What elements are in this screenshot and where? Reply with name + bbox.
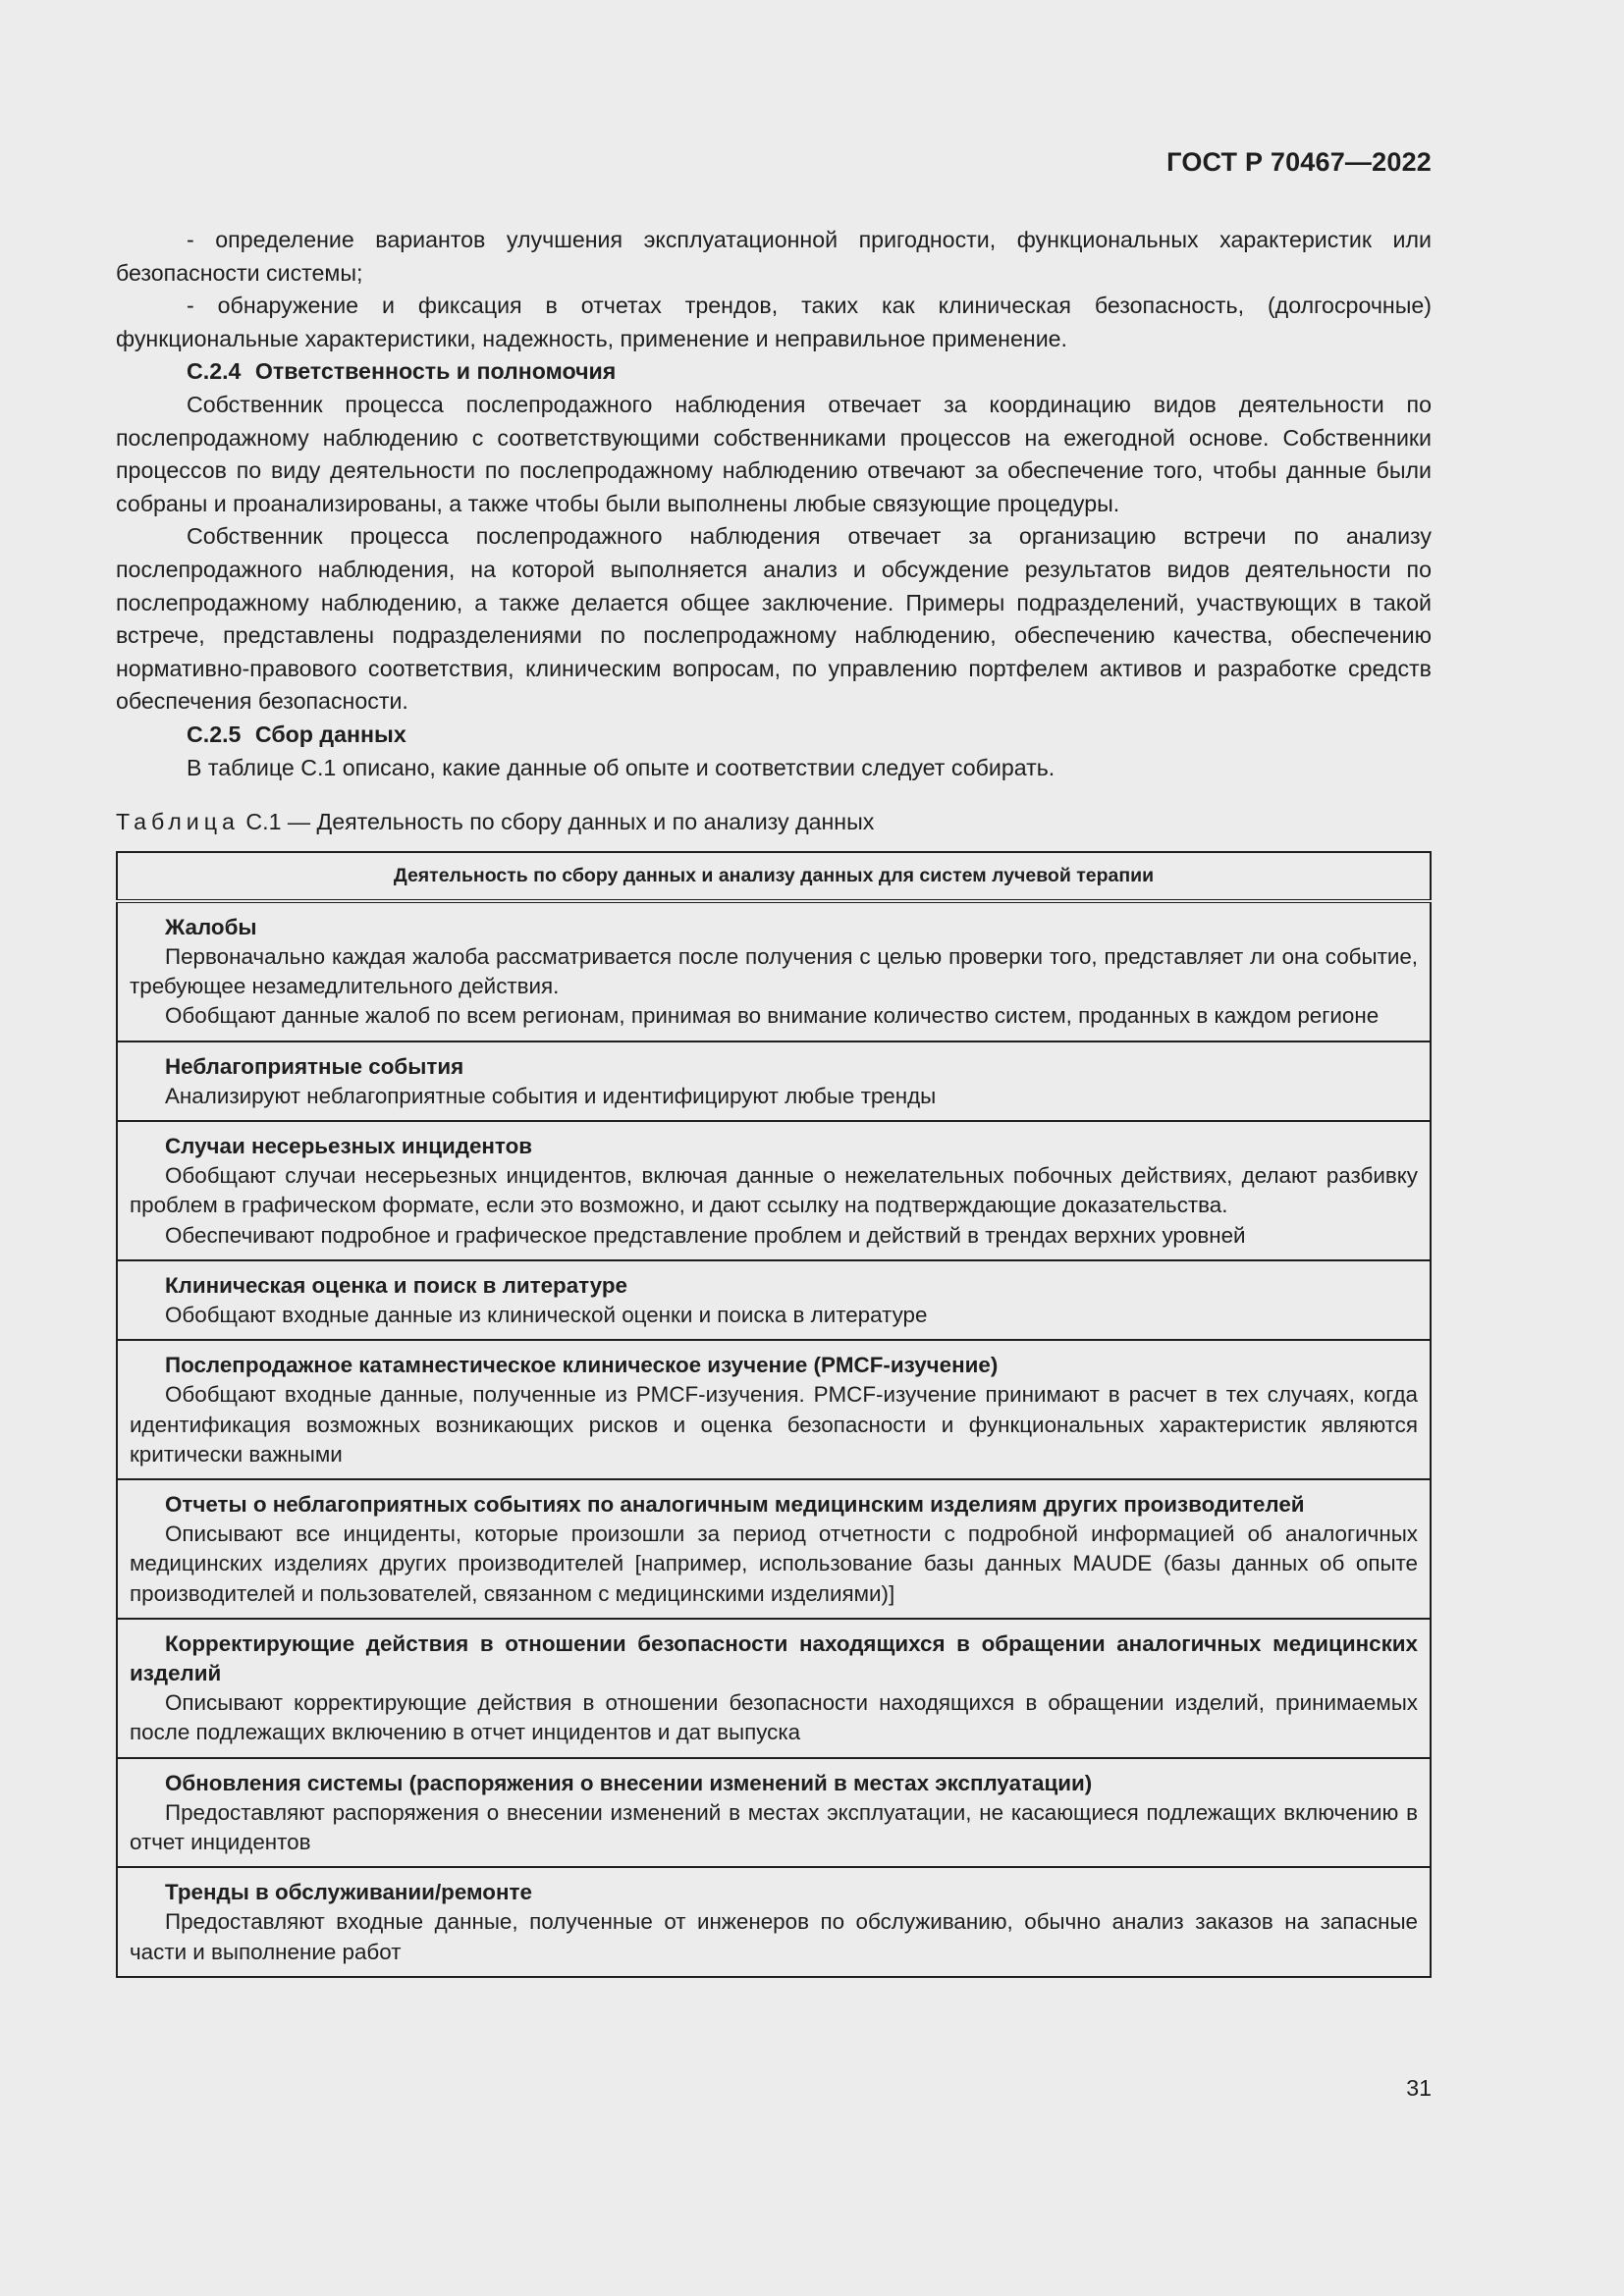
table-caption-label: Таблица: [116, 809, 240, 835]
table-cell: [117, 1121, 1431, 1260]
row-paragraph: Обобщают входные данные, полученные из PMCF-изучения. PMCF-изучение принимают в расчет в тех случаях, когда идентификация возможных возникающих рисков и оценка безопасности и функциональных характеристик являются критически важными: [130, 1382, 1418, 1467]
table-row: [117, 1340, 1431, 1479]
table-cell: [117, 1260, 1431, 1340]
row-paragraph: Описывают все инциденты, которые произошли за период отчетности с подробной информацией об аналогичных медицинских изделиях других производителей [например, использование базы данных MAUDE (базы данных об опыте производителей и пользователей, связанном с медицинскими изделиями)]: [130, 1522, 1418, 1606]
row-paragraph: Обобщают случаи несерьезных инцидентов, включая данные о нежелательных побочных действиях, делают разбивку проблем в графическом формате, если это возможно, и дают ссылку на подтверждающие доказательства.: [130, 1163, 1418, 1218]
bullet-paragraph: - определение вариантов улучшения эксплуатационной пригодности, функциональных характеристик или безопасности системы;: [116, 227, 1432, 286]
table-cell: [117, 1619, 1431, 1758]
section-number: С.2.4: [187, 358, 242, 385]
table-row: [117, 1619, 1431, 1758]
body-paragraph: В таблице С.1 описано, какие данные об опыте и соответствии следует собирать.: [187, 754, 1056, 780]
section-title: Сбор данных: [254, 721, 406, 747]
row-title: Тренды в обслуживании/ремонте: [165, 1880, 532, 1905]
row-title: Корректирующие действия в отношении безопасности находящихся в обращении аналогичных медицинских изделий: [130, 1630, 1418, 1685]
row-title: Обновления системы (распоряжения о внесении изменений в местах эксплуатации): [165, 1770, 1093, 1795]
row-paragraph: Обобщают входные данные из клинической оценки и поиска в литературе: [165, 1302, 928, 1327]
row-paragraph: Первоначально каждая жалоба рассматривается после получения с целью проверки того, представляет ли она событие, требующее незамедлительного действия.: [130, 943, 1418, 999]
document-code-header: ГОСТ Р 70467—2022: [1166, 147, 1432, 177]
table-row: [117, 1121, 1431, 1260]
row-title: Случаи несерьезных инцидентов: [165, 1133, 533, 1158]
table-row: [117, 1260, 1431, 1340]
table-row: [117, 1867, 1431, 1977]
table-row: [117, 1758, 1431, 1868]
section-title: Ответственность и полномочия: [254, 358, 617, 385]
row-paragraph: Предоставляют входные данные, полученные от инженеров по обслуживанию, обычно анализ заказов на запасные части и выполнение работ: [130, 1909, 1418, 1964]
row-paragraph: Обобщают данные жалоб по всем регионам, принимая во внимание количество систем, проданных в каждом регионе: [165, 1003, 1380, 1029]
row-paragraph: Анализируют неблагоприятные события и идентифицируют любые тренды: [165, 1083, 937, 1108]
bullet-paragraph: - обнаружение и фиксация в отчетах трендов, таких как клиническая безопасность, (долгосрочные) функциональные характеристики, надежность, применение и неправильное применение.: [116, 293, 1432, 351]
table-caption: [116, 806, 1432, 839]
table-body: [117, 901, 1431, 1977]
table-row: [117, 1041, 1431, 1121]
page-number: 31: [1406, 2075, 1432, 2101]
table-cell: [117, 1340, 1431, 1479]
row-title: Клиническая оценка и поиск в литературе: [165, 1272, 627, 1298]
table-cell: [117, 1867, 1431, 1977]
page-content: [116, 224, 1432, 1978]
table-caption-text: С.1 — Деятельность по сбору данных и по анализу данных: [245, 809, 875, 835]
section-heading-c25: [116, 719, 1432, 752]
row-title: Послепродажное катамнестическое клиническое изучение (PMCF-изучение): [165, 1353, 999, 1378]
table-header-cell: Деятельность по сбору данных и анализу данных для систем лучевой терапии: [117, 852, 1431, 901]
row-paragraph: Обеспечивают подробное и графическое представление проблем и действий в трендах верхних уровней: [165, 1222, 1246, 1248]
data-collection-table: [116, 851, 1432, 1978]
table-header-row: [117, 852, 1431, 901]
row-title: Неблагоприятные события: [165, 1053, 464, 1079]
body-paragraph: Собственник процесса послепродажного наблюдения отвечает за координацию видов деятельности по послепродажному наблюдению с соответствующими собственниками процессов на ежегодной основе. Собственники процессов по виду деятельности по послепродажному наблюдению отвечают за обеспечение того, чтобы данные были собраны и проанализированы, а также чтобы были выполнены любые связующие процедуры.: [116, 391, 1432, 516]
table-cell: [117, 1041, 1431, 1121]
section-number: С.2.5: [187, 721, 242, 747]
table-row: [117, 901, 1431, 1041]
row-title: Жалобы: [165, 914, 257, 939]
table-row: [117, 1479, 1431, 1619]
row-paragraph: Предоставляют распоряжения о внесении изменений в местах эксплуатации, не касающиеся подлежащих включению в отчет инцидентов: [130, 1799, 1418, 1854]
table-cell: [117, 1479, 1431, 1619]
row-paragraph: Описывают корректирующие действия в отношении безопасности находящихся в обращении изделий, принимаемых после подлежащих включению в отчет инцидентов и дат выпуска: [130, 1690, 1418, 1745]
table-cell: [117, 901, 1431, 1041]
table-cell: [117, 1758, 1431, 1868]
row-title: Отчеты о неблагоприятных событиях по аналогичным медицинским изделиям других производителей: [165, 1491, 1305, 1517]
section-heading-c24: [116, 355, 1432, 389]
body-paragraph: Собственник процесса послепродажного наблюдения отвечает за организацию встречи по анализу послепродажного наблюдения, на которой выполняется анализ и обсуждение результатов видов деятельности по послепродажному наблюдению, а также делается общее заключение. Примеры подразделений, участвующих в такой встрече, представлены подразделениями по послепродажному наблюдению, обеспечению качества, обеспечению нормативно-правового соответствия, клиническим вопросам, по управлению портфелем активов и разработке средств обеспечения безопасности.: [116, 523, 1432, 715]
